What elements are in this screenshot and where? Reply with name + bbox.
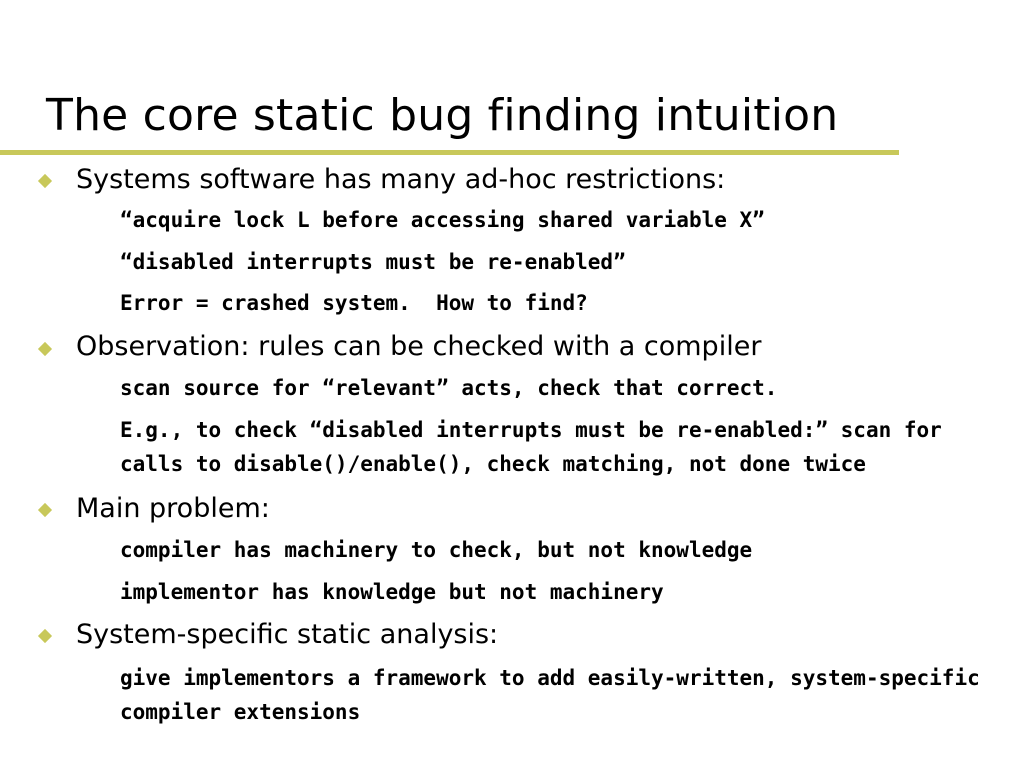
diamond-bullet-icon: [38, 342, 52, 356]
bullet-1-sub-3: Error = crashed system. How to find?: [120, 291, 588, 315]
title-underline: [0, 150, 899, 155]
bullet-2-sub-1: scan source for “relevant” acts, check that correct.: [120, 376, 778, 400]
bullet-4-text: System-specific static analysis:: [76, 619, 499, 650]
bullet-2-text: Observation: rules can be checked with a compiler: [76, 331, 762, 362]
bullet-1-text: Systems software has many ad-hoc restrictions:: [76, 164, 726, 195]
slide-title: The core static bug finding intuition: [46, 90, 839, 141]
bullet-3-sub-2: implementor has knowledge but not machinery: [120, 580, 664, 604]
bullet-1-sub-2: “disabled interrupts must be re-enabled”: [120, 250, 626, 274]
bullet-3-text: Main problem:: [76, 493, 270, 524]
bullet-1-sub-1: “acquire lock L before accessing shared variable X”: [120, 208, 765, 232]
diamond-bullet-icon: [38, 503, 52, 517]
bullet-4-sub-1: give implementors a framework to add easily-written, system-specific compiler extensions: [120, 666, 980, 724]
diamond-bullet-icon: [38, 174, 52, 188]
bullet-3-sub-1: compiler has machinery to check, but not knowledge: [120, 538, 753, 562]
diamond-bullet-icon: [38, 629, 52, 643]
bullet-2-sub-2: E.g., to check “disabled interrupts must be re-enabled:” scan for calls to disable()/enable(), check matching, not done twice: [120, 418, 942, 476]
